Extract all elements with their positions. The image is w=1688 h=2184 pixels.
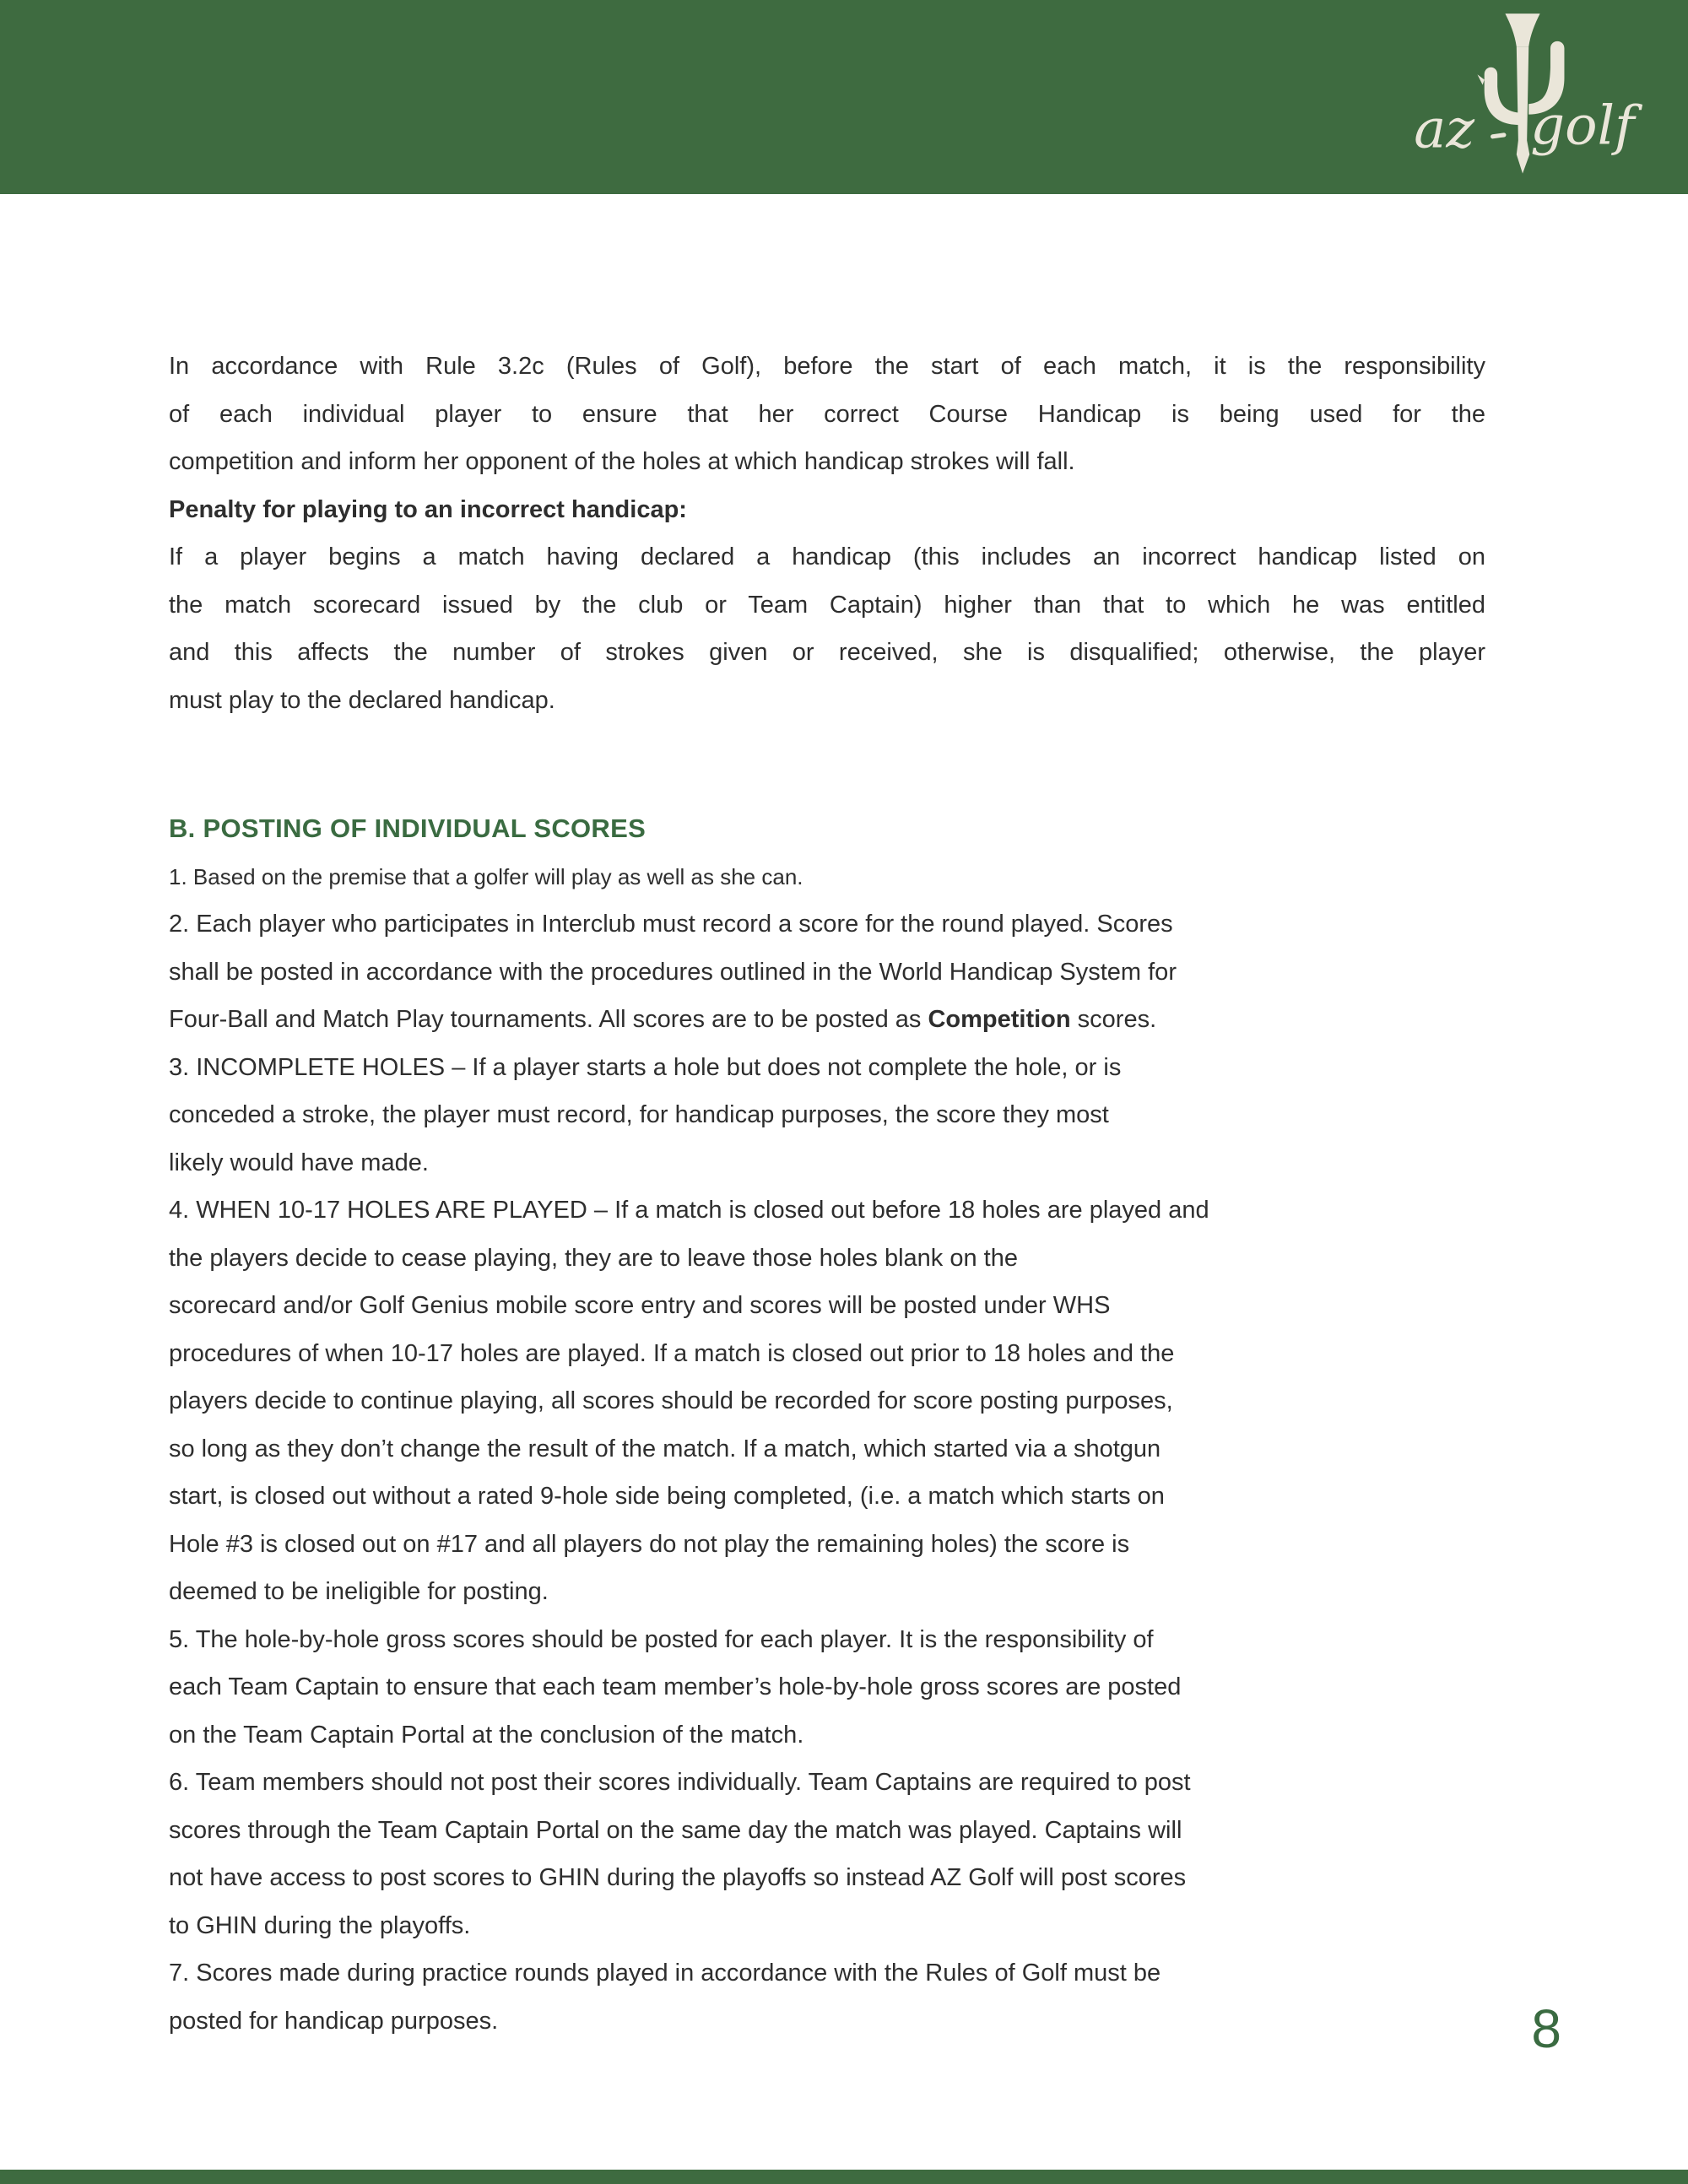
item-6-line: not have access to post scores to GHIN during the playoffs so instead AZ Golf will post scores [169,1864,1187,1891]
para-penalty-detail-line: the match scorecard issued by the club or Team Captain) higher than that to which he was entitled [169,591,1485,619]
item-7-line: 7. Scores made during practice rounds played in accordance with the Rules of Golf must be [169,1960,1161,1987]
para-penalty-detail-line: and this affects the number of strokes given or received, she is disqualified; otherwise, the player [169,639,1485,666]
vertical-spacer [169,724,1485,805]
page-number: 8 [1531,1998,1561,2059]
item-4-line: Hole #3 is closed out on #17 and all players do not play the remaining holes) the score is [169,1530,1130,1558]
item-2-line: Four-Ball and Match Play tournaments. All scores are to be posted as Competition scores. [169,1006,1157,1033]
item-6-line: to GHIN during the playoffs. [169,1911,471,1939]
item-4-line: players decide to continue playing, all scores should be recorded for score posting purposes, [169,1387,1173,1414]
item-3-line: conceded a stroke, the player must record, for handicap purposes, the score they most [169,1101,1109,1128]
item-2-line: 2. Each player who participates in Interclub must record a score for the round played. Scores [169,911,1173,938]
item-3-line: 3. INCOMPLETE HOLES – If a player starts a hole but does not complete the hole, or is [169,1053,1122,1081]
item-4-line: scorecard and/or Golf Genius mobile score entry and scores will be posted under WHS [169,1292,1111,1319]
logo-text-golf: golf [1530,95,1635,158]
section-heading-line: B. POSTING OF INDIVIDUAL SCORES [169,814,647,843]
logo-text-az: az [1414,98,1474,161]
item-2-line: shall be posted in accordance with the procedures outlined in the World Handicap System for [169,958,1177,986]
item-4-line: 4. WHEN 10-17 HOLES ARE PLAYED – If a match is closed out before 18 holes are played and [169,1197,1209,1224]
item-5-line: 5. The hole-by-hole gross scores should be posted for each player. It is the responsibility of [169,1625,1154,1653]
item-4-line: the players decide to cease playing, they are to leave those holes blank on the [169,1244,1018,1272]
para-handicap-responsibility-line: competition and inform her opponent of the holes at which handicap strokes will fall. [169,448,1075,475]
item-7-line: posted for handicap purposes. [169,2007,499,2035]
item-4-line: deemed to be ineligible for posting. [169,1578,549,1605]
item-3-line: likely would have made. [169,1149,429,1176]
penalty-label-line: Penalty for playing to an incorrect handicap: [169,495,687,523]
para-penalty-detail-line: must play to the declared handicap. [169,686,555,714]
item-5-line: each Team Captain to ensure that each team member’s hole-by-hole gross scores are posted [169,1673,1182,1700]
item-6-line: scores through the Team Captain Portal on the same day the match was played. Captains will [169,1816,1182,1844]
para-handicap-responsibility-line: In accordance with Rule 3.2c (Rules of Golf), before the start of each match, it is the responsibility [169,353,1485,380]
document-body [169,194,1485,2045]
para-penalty-detail-line: If a player begins a match having declared a handicap (this includes an incorrect handicap listed on [169,543,1485,570]
item-5-line: on the Team Captain Portal at the conclusion of the match. [169,1721,804,1749]
item-1-line: 1. Based on the premise that a golfer will play as well as she can. [169,863,803,889]
item-6-line: 6. Team members should not post their scores individually. Team Captains are required to post [169,1769,1191,1796]
item-4-line: procedures of when 10-17 holes are played. If a match is closed out prior to 18 holes and the [169,1339,1175,1367]
para-handicap-responsibility-line: of each individual player to ensure that her correct Course Handicap is being used for the [169,400,1485,428]
item-4-line: so long as they don’t change the result of the match. If a match, which started via a shotgun [169,1435,1161,1462]
header-band [0,0,1688,194]
footer-band [0,2170,1688,2184]
item-4-line: start, is closed out without a rated 9-hole side being completed, (i.e. a match which starts on [169,1483,1165,1510]
az-golf-logo [1399,10,1644,184]
